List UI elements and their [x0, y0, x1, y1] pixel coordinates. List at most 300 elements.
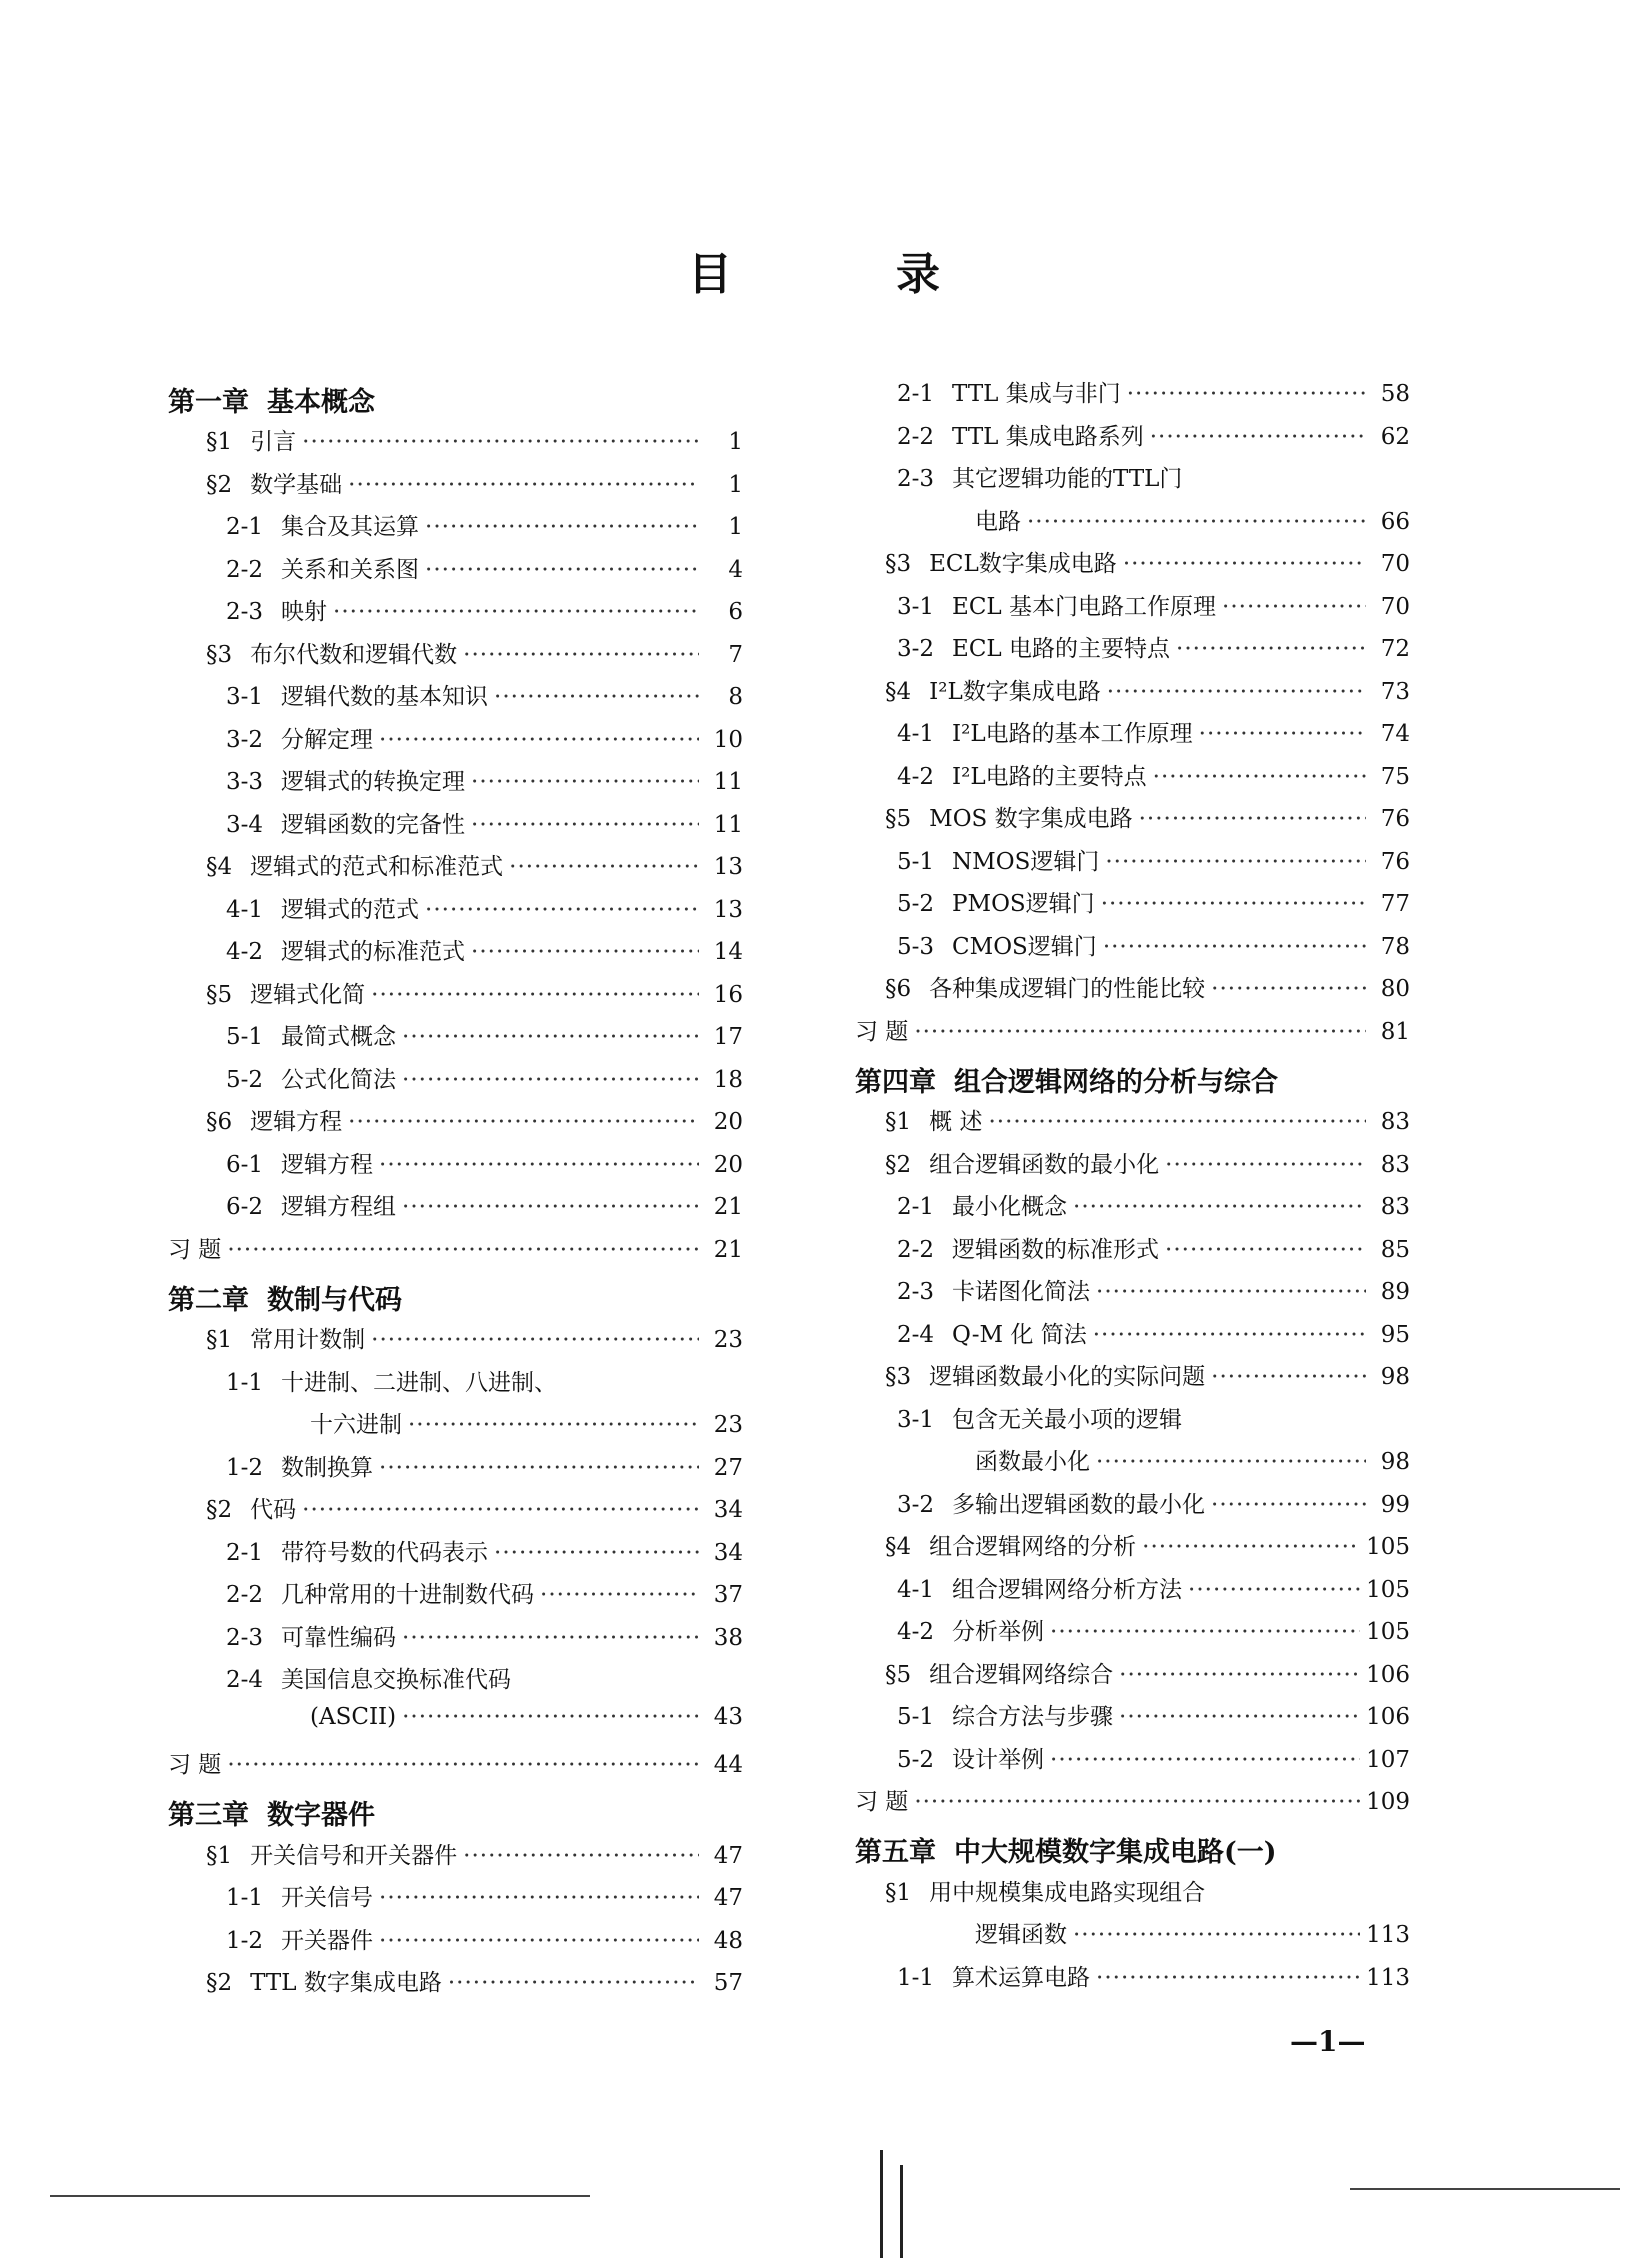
- toc-section-entry: [855, 673, 1410, 716]
- toc-subsection-entry: [855, 715, 1410, 758]
- toc-entry-title: 逻辑方程: [250, 1109, 343, 1135]
- toc-page-number: 57: [713, 1970, 743, 1996]
- toc-entry-title: TTL 数字集成电路: [250, 1970, 442, 1996]
- toc-leader-dots: [1119, 1704, 1360, 1730]
- toc-page-number: 76: [1380, 848, 1410, 875]
- toc-entry-title: 开关信号: [281, 1885, 374, 1911]
- toc-entry-number: 3-2: [226, 726, 264, 753]
- toc-leader-dots: [1150, 424, 1366, 450]
- toc-subsection-entry: [168, 721, 743, 764]
- toc-exercises-entry: [168, 1231, 743, 1274]
- toc-page-number: 85: [1380, 1236, 1410, 1263]
- toc-entry-title: 组合逻辑函数的最小化: [929, 1151, 1160, 1178]
- toc-leader-dots: [1107, 679, 1366, 705]
- toc-entry-number: 2-3: [897, 1279, 935, 1305]
- toc-entry-number: §1: [206, 429, 233, 455]
- toc-entry-title: 逻辑函数的标准形式: [952, 1236, 1160, 1263]
- toc-entry-title: 分解定理: [281, 726, 374, 753]
- toc-page-number: 13: [713, 854, 743, 880]
- toc-entry-title: 最简式概念: [281, 1024, 397, 1050]
- toc-entry-number: §5: [885, 1661, 912, 1688]
- toc-entry-number: §6: [206, 1109, 233, 1135]
- toc-entry-title: TTL 集成电路系列: [952, 423, 1144, 450]
- toc-leader-dots: [1165, 1152, 1366, 1178]
- toc-entry-number: 第二章: [168, 1284, 249, 1316]
- toc-entry-number: 5-1: [226, 1024, 264, 1050]
- toc-subsection-entry: [855, 1959, 1410, 2002]
- toc-entry-title: 习 题: [168, 1752, 222, 1778]
- toc-entry-title: I²L数字集成电路: [929, 678, 1101, 705]
- toc-page-number: 75: [1380, 763, 1410, 790]
- toc-entry-number: 5-2: [897, 891, 935, 917]
- toc-entry-number: §3: [885, 551, 912, 577]
- toc-entry-number: 3-2: [897, 1491, 935, 1518]
- toc-entry-title: I²L电路的基本工作原理: [952, 721, 1193, 747]
- toc-entry-number: 5-2: [897, 1746, 935, 1773]
- toc-subsection-entry: [168, 551, 743, 594]
- toc-entry-number: 3-1: [897, 593, 935, 620]
- toc-section-entry: [168, 466, 743, 509]
- toc-exercises-entry: [168, 1746, 743, 1789]
- toc-leader-dots: [402, 1625, 699, 1651]
- toc-leader-dots: [1176, 636, 1366, 662]
- toc-entry-number: 5-1: [897, 1704, 935, 1730]
- toc-page-number: 113: [1366, 1964, 1410, 1991]
- toc-entry-number: 第四章: [855, 1066, 936, 1098]
- toc-page-number: 21: [713, 1236, 743, 1263]
- toc-section-entry: [168, 848, 743, 891]
- toc-chapter-heading: [168, 1273, 743, 1321]
- toc-entry-title: 十进制、二进制、八进制、: [281, 1369, 558, 1396]
- toc-entry-number: 1-1: [226, 1885, 264, 1911]
- toc-entry-title: 逻辑函数的完备性: [281, 811, 466, 838]
- toc-entry-number: 5-3: [897, 933, 935, 960]
- toc-entry-number: 2-2: [897, 1236, 935, 1263]
- toc-subsection-entry: [855, 1741, 1410, 1784]
- toc-leader-dots: [402, 1194, 699, 1220]
- toc-leader-dots: [425, 897, 699, 923]
- toc-page-number: 23: [713, 1327, 743, 1353]
- toc-section-entry: [855, 1528, 1410, 1571]
- toc-leader-dots: [379, 727, 699, 753]
- toc-entry-title: 组合逻辑网络的分析与综合: [954, 1066, 1278, 1098]
- toc-entry-title: NMOS逻辑门: [952, 848, 1100, 875]
- toc-leader-dots: [227, 1752, 699, 1778]
- toc-leader-dots: [1073, 1194, 1366, 1220]
- toc-section-entry: [855, 545, 1410, 588]
- toc-leader-dots: [1096, 1965, 1360, 1991]
- toc-page-number: 106: [1366, 1704, 1410, 1730]
- toc-entry-number: §4: [885, 1534, 912, 1560]
- toc-page-number: 105: [1366, 1534, 1410, 1560]
- toc-entry-number: 1-1: [897, 1964, 935, 1991]
- toc-entry-title: 习 题: [855, 1789, 909, 1815]
- toc-entry-title: 数学基础: [250, 471, 343, 498]
- toc-entry-title: 电路: [975, 508, 1021, 535]
- toc-entry-title: 开关器件: [281, 1927, 374, 1954]
- toc-leader-dots: [425, 557, 699, 583]
- toc-entry-number: 3-2: [897, 636, 935, 662]
- toc-page-number: 47: [713, 1885, 743, 1911]
- toc-page-number: 98: [1380, 1364, 1410, 1390]
- toc-page-number: 83: [1380, 1151, 1410, 1178]
- toc-page-number: 62: [1380, 423, 1410, 450]
- toc-entry-number: 3-1: [897, 1406, 935, 1433]
- toc-section-entry: [168, 1103, 743, 1146]
- toc-entry-title: 开关信号和开关器件: [250, 1842, 458, 1869]
- toc-subsection-entry: [855, 1231, 1410, 1274]
- toc-leader-dots: [494, 1540, 699, 1566]
- toc-entry-number: §4: [885, 678, 912, 705]
- toc-leader-dots: [371, 982, 699, 1008]
- toc-leader-dots: [1211, 1364, 1366, 1390]
- toc-leader-dots: [348, 1109, 699, 1135]
- toc-section-entry: [855, 970, 1410, 1013]
- toc-entry-title: MOS 数字集成电路: [929, 806, 1133, 832]
- toc-subsection-entry: [855, 418, 1410, 461]
- toc-subsection-entry: [855, 1571, 1410, 1614]
- toc-leader-dots: [1153, 764, 1366, 790]
- toc-leader-dots: [302, 1497, 699, 1523]
- toc-page-number: 14: [713, 939, 743, 965]
- toc-entry-number: 2-4: [897, 1321, 935, 1348]
- toc-entry-number: 3-1: [226, 684, 264, 710]
- toc-section-entry: [168, 1964, 743, 2007]
- toc-section-entry: [168, 1491, 743, 1534]
- toc-entry-title: 概 述: [929, 1109, 983, 1135]
- toc-entry-title: 几种常用的十进制数代码: [281, 1582, 535, 1608]
- toc-page-number: 11: [713, 769, 743, 795]
- toc-entry-number: 5-2: [226, 1066, 264, 1093]
- toc-subsection-entry: [168, 1146, 743, 1189]
- toc-entry-number: 2-2: [226, 556, 264, 583]
- toc-entry-title: 分析举例: [952, 1619, 1045, 1645]
- toc-entry-number: 5-1: [897, 848, 935, 875]
- toc-entry-number: §2: [885, 1151, 912, 1178]
- toc-leader-dots: [463, 642, 699, 668]
- toc-leader-dots: [471, 939, 699, 965]
- toc-subsection-entry: [855, 375, 1410, 418]
- toc-subsection-entry: [168, 593, 743, 636]
- toc-subsection-entry: [855, 843, 1410, 886]
- toc-entry-title: 逻辑方程组: [281, 1194, 397, 1220]
- toc-page-number: 38: [713, 1624, 743, 1651]
- toc-leader-dots: [402, 1067, 699, 1093]
- toc-leader-dots: [1211, 1492, 1366, 1518]
- toc-left-column: [168, 375, 743, 2007]
- toc-entry-number: §3: [885, 1364, 912, 1390]
- toc-page-number: 83: [1380, 1109, 1410, 1135]
- scan-binding-mark: [880, 2150, 883, 2258]
- toc-entry-number: §1: [206, 1327, 233, 1353]
- toc-page-number: 13: [713, 896, 743, 923]
- toc-page-number: 34: [713, 1539, 743, 1566]
- toc-entry-title: 多输出逻辑函数的最小化: [952, 1491, 1206, 1518]
- toc-subsection-entry: [855, 758, 1410, 801]
- toc-subsection-entry: [855, 460, 1410, 503]
- toc-page-number: 18: [713, 1066, 743, 1093]
- toc-section-entry: [168, 1321, 743, 1364]
- toc-entry-number: §1: [885, 1879, 912, 1906]
- toc-entry-title: 其它逻辑功能的TTL门: [952, 466, 1183, 492]
- toc-entry-number: 1-2: [226, 1927, 264, 1954]
- toc-leader-dots: [1188, 1577, 1360, 1603]
- toc-entry-title: 综合方法与步骤: [952, 1704, 1114, 1730]
- toc-entry-continuation: [168, 1704, 743, 1747]
- toc-entry-title: 包含无关最小项的逻辑: [952, 1406, 1183, 1433]
- toc-section-entry: [168, 1837, 743, 1880]
- toc-page-number: 81: [1380, 1018, 1410, 1045]
- page-title: 目 录: [688, 249, 1000, 300]
- toc-subsection-entry: [168, 1879, 743, 1922]
- toc-subsection-entry: [168, 508, 743, 551]
- toc-leader-dots: [494, 684, 699, 710]
- toc-entry-number: §4: [206, 854, 233, 880]
- toc-entry-number: 第一章: [168, 386, 249, 418]
- toc-section-entry: [168, 423, 743, 466]
- toc-leader-dots: [1101, 891, 1366, 917]
- toc-subsection-entry: [168, 1364, 743, 1407]
- toc-leader-dots: [302, 429, 699, 455]
- toc-subsection-entry: [855, 588, 1410, 631]
- toc-page-number: 107: [1366, 1746, 1410, 1773]
- toc-entry-title: 用中规模集成电路实现组合: [929, 1879, 1206, 1906]
- toc-subsection-entry: [168, 763, 743, 806]
- toc-page-number: 11: [713, 811, 743, 838]
- toc-leader-dots: [914, 1019, 1366, 1045]
- toc-entry-title: (ASCII): [310, 1703, 397, 1730]
- toc-entry-title: 十六进制: [310, 1412, 402, 1438]
- toc-page-number: 106: [1366, 1661, 1410, 1688]
- toc-subsection-entry: [168, 806, 743, 849]
- toc-leader-dots: [540, 1582, 699, 1608]
- toc-entry-number: 4-1: [897, 1576, 935, 1603]
- toc-entry-title: 最小化概念: [952, 1194, 1068, 1220]
- toc-page-number: 105: [1366, 1576, 1410, 1603]
- toc-entry-number: 2-1: [226, 514, 264, 540]
- toc-page-number: 77: [1380, 891, 1410, 917]
- toc-entry-title: 常用计数制: [250, 1327, 366, 1353]
- toc-page-number: 1: [728, 514, 743, 540]
- toc-entry-continuation: [168, 1406, 743, 1449]
- toc-leader-dots: [333, 599, 699, 625]
- toc-leader-dots: [1027, 509, 1366, 535]
- toc-entry-title: 逻辑代数的基本知识: [281, 684, 489, 710]
- toc-entry-number: 2-1: [226, 1539, 264, 1566]
- toc-right-column: [855, 375, 1410, 2001]
- toc-leader-dots: [408, 1412, 699, 1438]
- toc-page-number: 58: [1380, 381, 1410, 407]
- toc-chapter-heading: [855, 1826, 1410, 1874]
- toc-entry-number: §2: [206, 471, 233, 498]
- toc-entry-continuation: [855, 1443, 1410, 1486]
- toc-subsection-entry: [855, 1698, 1410, 1741]
- toc-section-entry: [168, 636, 743, 679]
- toc-entry-number: 4-2: [897, 763, 935, 790]
- toc-entry-number: 2-2: [226, 1582, 264, 1608]
- toc-subsection-entry: [168, 1061, 743, 1104]
- toc-subsection-entry: [168, 933, 743, 976]
- toc-page-number: 73: [1380, 678, 1410, 705]
- toc-entry-title: 逻辑方程: [281, 1151, 374, 1178]
- toc-entry-title: 可靠性编码: [281, 1624, 397, 1651]
- toc-leader-dots: [1093, 1322, 1366, 1348]
- toc-subsection-entry: [168, 1534, 743, 1577]
- toc-entry-continuation: [855, 1916, 1410, 1959]
- toc-chapter-heading: [168, 375, 743, 423]
- toc-chapter-heading: [855, 1055, 1410, 1103]
- toc-page-number: 17: [713, 1024, 743, 1050]
- toc-leader-dots: [1073, 1922, 1360, 1948]
- toc-entry-title: 算术运算电路: [952, 1964, 1091, 1991]
- toc-entry-title: 数制换算: [281, 1454, 374, 1481]
- toc-entry-number: 第五章: [855, 1837, 936, 1868]
- toc-entry-number: 4-2: [897, 1619, 935, 1645]
- toc-entry-title: ECL 电路的主要特点: [952, 636, 1171, 662]
- toc-leader-dots: [471, 769, 699, 795]
- toc-page-number: 20: [713, 1151, 743, 1178]
- toc-section-entry: [855, 1358, 1410, 1401]
- toc-page-number: 66: [1380, 508, 1410, 535]
- toc-page-number: 1: [728, 429, 743, 455]
- toc-page-number: 83: [1380, 1194, 1410, 1220]
- toc-leader-dots: [379, 1885, 699, 1911]
- toc-page-number: 16: [713, 981, 743, 1008]
- toc-leader-dots: [1142, 1534, 1360, 1560]
- toc-leader-dots: [1105, 849, 1366, 875]
- toc-entry-title: CMOS逻辑门: [952, 933, 1097, 960]
- toc-leader-dots: [1199, 721, 1366, 747]
- toc-entry-continuation: [855, 503, 1410, 546]
- toc-exercises-entry: [855, 1783, 1410, 1826]
- toc-leader-dots: [448, 1970, 699, 1996]
- toc-subsection-entry: [855, 1316, 1410, 1359]
- toc-page-number: 98: [1380, 1449, 1410, 1475]
- toc-subsection-entry: [855, 1273, 1410, 1316]
- toc-subsection-entry: [168, 1661, 743, 1704]
- toc-subsection-entry: [168, 891, 743, 934]
- toc-page-number: 6: [728, 599, 743, 625]
- toc-page-number: 47: [713, 1842, 743, 1869]
- toc-leader-dots: [379, 1928, 699, 1954]
- toc-chapter-heading: [168, 1789, 743, 1837]
- toc-entry-title: Q-M 化 简法: [952, 1321, 1087, 1348]
- toc-subsection-entry: [168, 1449, 743, 1492]
- toc-entry-number: 4-2: [226, 939, 264, 965]
- toc-page-number: 23: [713, 1412, 743, 1438]
- toc-leader-dots: [371, 1327, 699, 1353]
- toc-leader-dots: [1096, 1279, 1366, 1305]
- toc-entry-title: 逻辑式的范式和标准范式: [250, 854, 504, 880]
- toc-section-entry: [855, 800, 1410, 843]
- toc-page-number: 89: [1380, 1279, 1410, 1305]
- toc-entry-title: ECL数字集成电路: [929, 551, 1117, 577]
- toc-leader-dots: [988, 1109, 1366, 1135]
- toc-page-number: 76: [1380, 806, 1410, 832]
- toc-page-number: 34: [713, 1497, 743, 1523]
- toc-entry-title: 逻辑式的标准范式: [281, 939, 466, 965]
- toc-leader-dots: [379, 1152, 699, 1178]
- toc-leader-dots: [402, 1024, 699, 1050]
- toc-leader-dots: [463, 1843, 699, 1869]
- toc-entry-number: §6: [885, 976, 912, 1002]
- toc-section-entry: [855, 1103, 1410, 1146]
- toc-leader-dots: [1050, 1619, 1360, 1645]
- toc-leader-dots: [1211, 976, 1366, 1002]
- toc-entry-number: 1-2: [226, 1454, 264, 1481]
- toc-entry-number: 2-1: [897, 1194, 935, 1220]
- toc-entry-title: 集合及其运算: [281, 514, 420, 540]
- toc-leader-dots: [402, 1704, 699, 1730]
- toc-entry-number: 2-3: [226, 599, 264, 625]
- toc-entry-number: 4-1: [226, 896, 264, 923]
- toc-page-number: 48: [713, 1927, 743, 1954]
- toc-entry-title: 布尔代数和逻辑代数: [250, 641, 458, 668]
- toc-entry-title: ECL 基本门电路工作原理: [952, 593, 1217, 620]
- toc-entry-title: 关系和关系图: [281, 556, 420, 583]
- toc-entry-title: 函数最小化: [975, 1449, 1090, 1475]
- toc-leader-dots: [1050, 1747, 1360, 1773]
- toc-entry-number: 2-3: [226, 1624, 264, 1651]
- toc-subsection-entry: [168, 1922, 743, 1965]
- toc-entry-number: 6-1: [226, 1151, 264, 1178]
- toc-page-number: 27: [713, 1454, 743, 1481]
- toc-page-number: 44: [713, 1752, 743, 1778]
- toc-page-number: 37: [713, 1582, 743, 1608]
- toc-page-number: 78: [1380, 933, 1410, 960]
- toc-leader-dots: [379, 1455, 699, 1481]
- toc-entry-title: TTL 集成与非门: [952, 381, 1121, 407]
- toc-subsection-entry: [855, 928, 1410, 971]
- toc-page-number: 70: [1380, 593, 1410, 620]
- toc-entry-number: 4-1: [897, 721, 935, 747]
- toc-page-number: 99: [1380, 1491, 1410, 1518]
- toc-entry-title: 逻辑式的范式: [281, 896, 420, 923]
- toc-subsection-entry: [168, 1576, 743, 1619]
- toc-entry-title: 各种集成逻辑门的性能比较: [929, 976, 1206, 1002]
- toc-entry-number: §5: [885, 806, 912, 832]
- toc-subsection-entry: [168, 1188, 743, 1231]
- toc-page-number: 43: [713, 1703, 743, 1730]
- toc-page-number: 4: [728, 556, 743, 583]
- toc-leader-dots: [471, 812, 699, 838]
- toc-leader-dots: [1127, 381, 1366, 407]
- toc-entry-number: §1: [885, 1109, 912, 1135]
- toc-entry-title: 数制与代码: [267, 1284, 402, 1316]
- toc-page-number: 20: [713, 1109, 743, 1135]
- scan-edge-right: [1350, 2188, 1620, 2190]
- toc-entry-number: 6-2: [226, 1194, 264, 1220]
- toc-entry-number: 1-1: [226, 1369, 264, 1396]
- toc-entry-title: PMOS逻辑门: [952, 891, 1095, 917]
- toc-subsection-entry: [168, 1018, 743, 1061]
- toc-leader-dots: [1165, 1237, 1366, 1263]
- toc-subsection-entry: [855, 1188, 1410, 1231]
- scan-edge-left: [50, 2195, 590, 2197]
- toc-entry-title: 设计举例: [952, 1746, 1045, 1773]
- toc-entry-title: 逻辑式化简: [250, 981, 366, 1008]
- toc-page-number: 80: [1380, 976, 1410, 1002]
- toc-leader-dots: [914, 1789, 1360, 1815]
- toc-subsection-entry: [168, 1619, 743, 1662]
- toc-section-entry: [855, 1146, 1410, 1189]
- toc-page-number: 21: [713, 1194, 743, 1220]
- toc-entry-number: §1: [206, 1842, 233, 1869]
- toc-page-number: 8: [728, 684, 743, 710]
- toc-page-number: 7: [728, 641, 743, 668]
- toc-page-number: 113: [1366, 1922, 1410, 1948]
- toc-subsection-entry: [855, 1486, 1410, 1529]
